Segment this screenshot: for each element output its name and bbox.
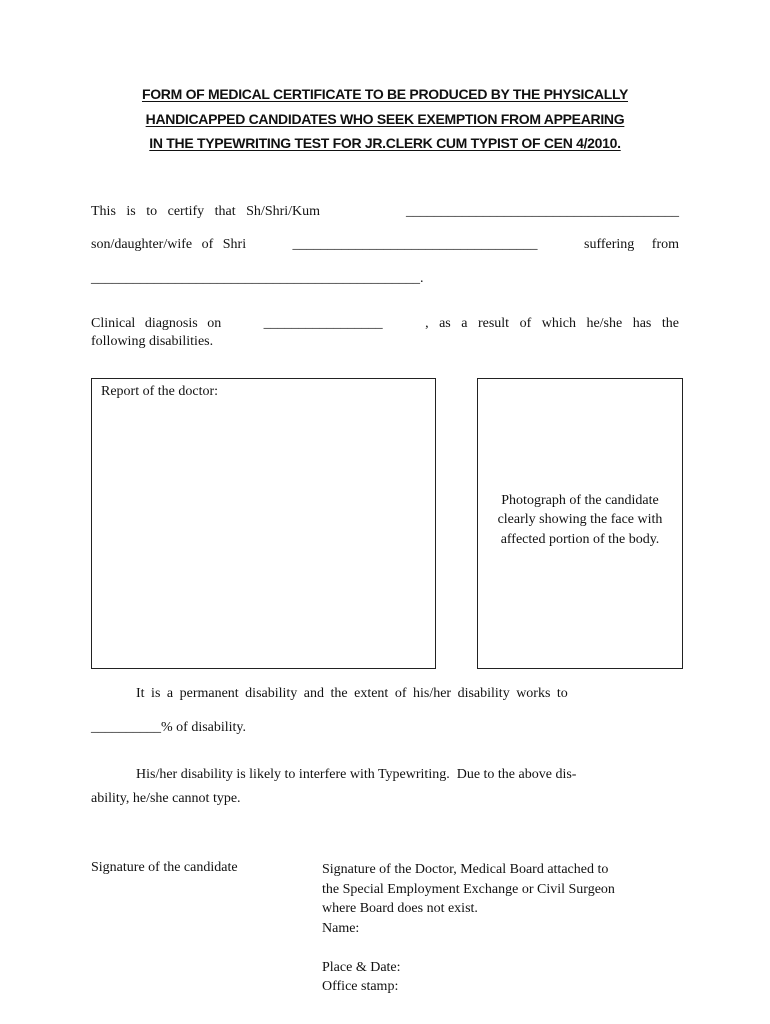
diagnosis-date-blank: _________________ — [263, 316, 383, 331]
condition-blank: _______________________________________________. — [91, 271, 424, 286]
doctor-report-label: Report of the doctor: — [101, 384, 219, 399]
title-line-3: IN THE TYPEWRITING TEST FOR JR.CLERK CUM TYPIST OF CEN 4/2010. — [149, 135, 621, 151]
doctor-report-box — [91, 378, 436, 669]
name-label: Name: — [322, 920, 360, 936]
clinical-line-2 — [91, 333, 679, 351]
clinical-text: Clinical diagnosis on — [91, 316, 222, 331]
disability-percent-blank: __________% of disability. — [91, 720, 247, 735]
disability-line-2 — [91, 719, 679, 737]
photo-box — [477, 378, 683, 669]
doctor-signature-block — [322, 860, 682, 997]
candidate-name-blank: _______________________________________ — [406, 204, 679, 219]
title-line-2: HANDICAPPED CANDIDATES WHO SEEK EXEMPTION FROM APPEARING — [145, 110, 625, 127]
doctor-signature-line-3: where Board does not exist. — [322, 901, 478, 916]
disability-line-1-text: It is a permanent disability and the extent of his/her disability works to — [136, 686, 568, 701]
interfere-line-2-text: ability, he/she cannot type. — [91, 791, 241, 806]
office-stamp-label: Office stamp: — [322, 979, 399, 994]
form-title — [90, 82, 680, 156]
photo-instructions: Photograph of the candidate clearly showing the face with affected portion of the body. — [497, 492, 663, 547]
place-date-label: Place & Date: — [322, 959, 401, 975]
certify-line-2 — [91, 236, 679, 254]
interfere-line-2 — [91, 790, 679, 808]
suffering-text: suffering from — [584, 237, 679, 252]
parent-name-blank: ___________________________________ — [292, 237, 538, 252]
doctor-signature-line-1: Signature of the Doctor, Medical Board attached to — [322, 862, 609, 877]
certify-line-1 — [91, 203, 679, 221]
certify-line-3 — [91, 270, 679, 288]
candidate-signature-label: Signature of the candidate — [91, 860, 238, 875]
interfere-line-1-text: His/her disability is likely to interfere with Typewriting. Due to the above dis- — [136, 767, 577, 782]
title-line-1: FORM OF MEDICAL CERTIFICATE TO BE PRODUCED BY THE PHYSICALLY — [141, 86, 629, 102]
doctor-signature-line-2: the Special Employment Exchange or Civil Surgeon — [322, 881, 615, 897]
disability-line-1 — [136, 685, 679, 703]
clinical-line-2-text: following disabilities. — [91, 334, 214, 349]
clinical-result-text: , as a result of which he/she has the — [425, 316, 679, 331]
clinical-line-1 — [91, 315, 679, 333]
relation-text: son/daughter/wife of Shri — [91, 237, 247, 252]
certify-text: This is to certify that Sh/Shri/Kum — [91, 204, 321, 219]
interfere-line-1 — [136, 766, 679, 784]
